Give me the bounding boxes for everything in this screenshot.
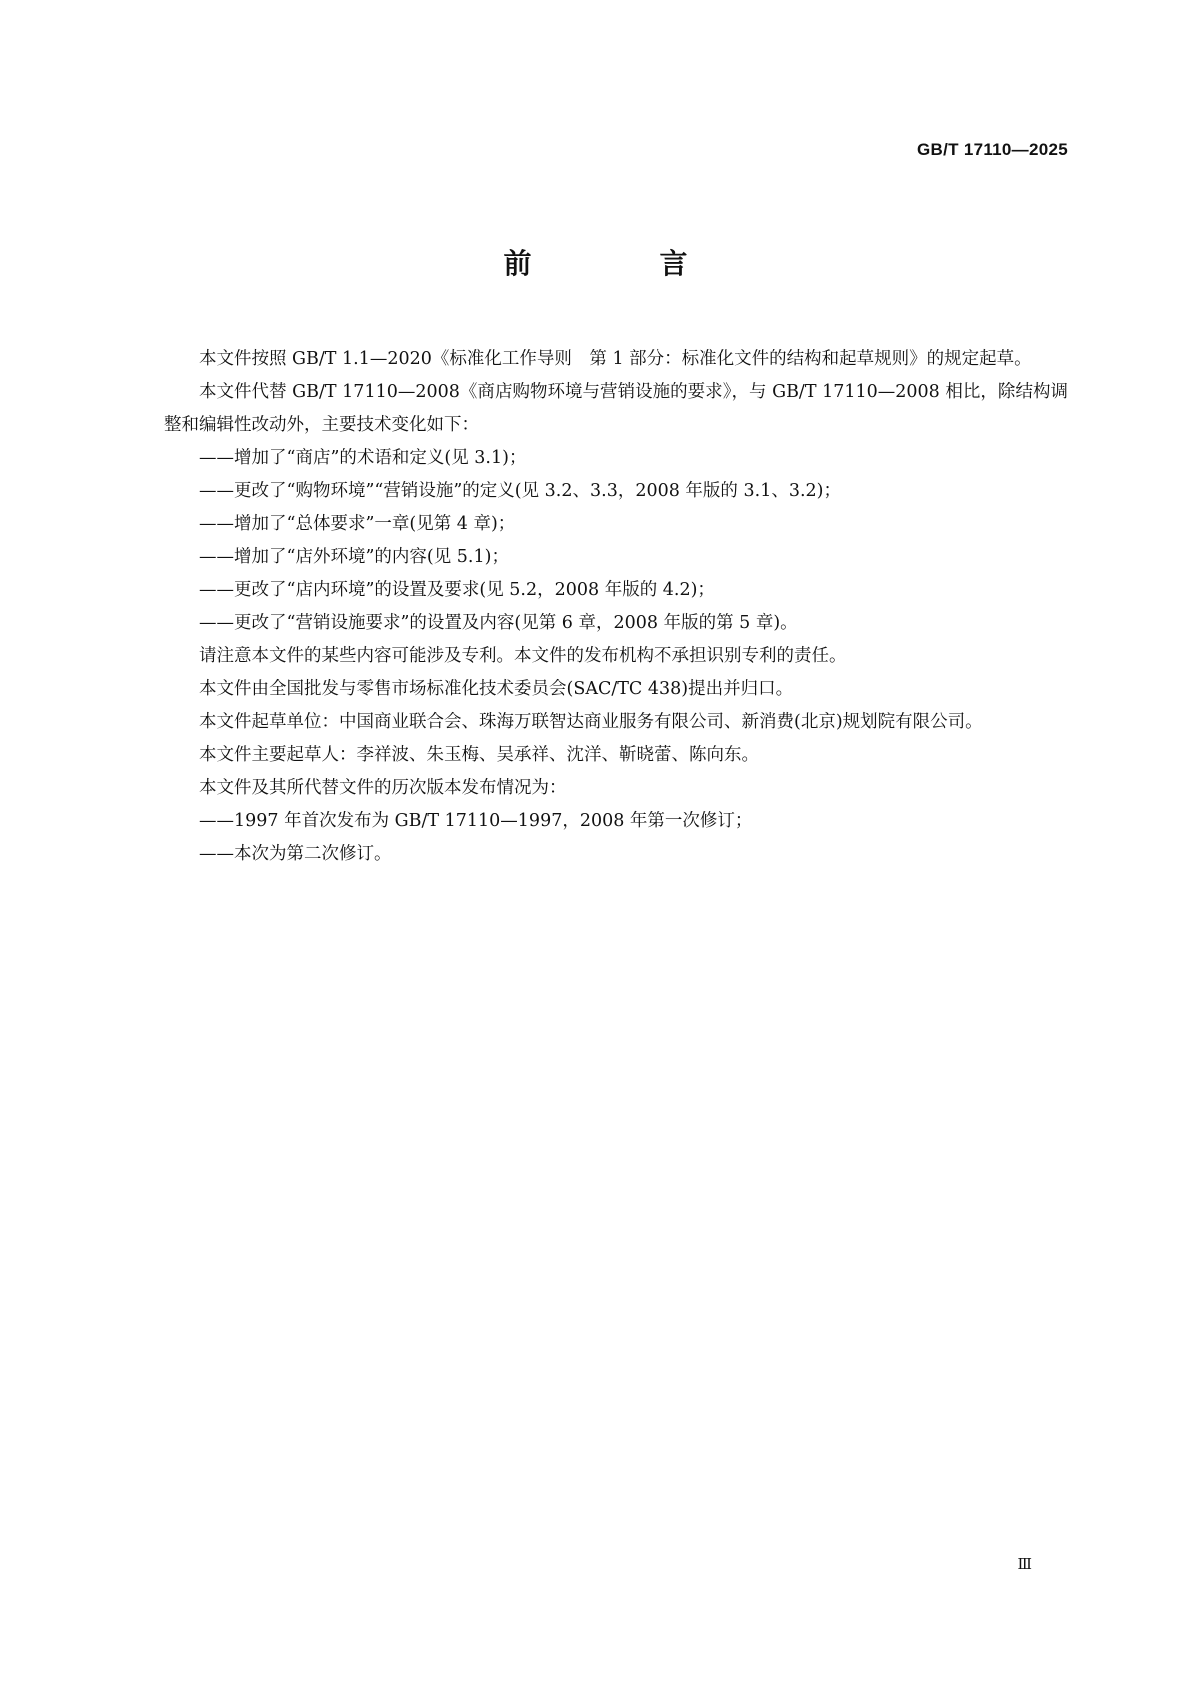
foreword-body (164, 343, 1068, 871)
list-item: ——更改了“购物环境”“营销设施”的定义(见 3.2、3.3，2008 年版的 3.1、3.2)； (199, 481, 841, 501)
list-item: ——增加了“店外环境”的内容(见 5.1)； (199, 547, 509, 567)
paragraph-drafters: 本文件主要起草人：李祥波、朱玉梅、吴承祥、沈洋、靳晓蕾、陈向东。 (199, 745, 759, 765)
paragraph-drafting-units: 本文件起草单位：中国商业联合会、珠海万联智达商业服务有限公司、新消费(北京)规划院有限公司。 (199, 712, 983, 732)
list-item: ——增加了“商店”的术语和定义(见 3.1)； (199, 448, 527, 468)
paragraph-replacement: 本文件代替 GB/T 17110—2008《商店购物环境与营销设施的要求》，与 GB/T 17110—2008 相比，除结构调整和编辑性改动外，主要技术变化如下： (164, 382, 1068, 435)
list-item: ——增加了“总体要求”一章(见第 4 章)； (199, 514, 516, 534)
paragraph-drafting-rules: 本文件按照 GB/T 1.1—2020《标准化工作导则 第 1 部分：标准化文件的结构和起草规则》的规定起草。 (199, 349, 1032, 369)
paragraph-proposer: 本文件由全国批发与零售市场标准化技术委员会(SAC/TC 438)提出并归口。 (199, 679, 794, 699)
list-item: ——更改了“店内环境”的设置及要求(见 5.2，2008 年版的 4.2)； (199, 580, 715, 600)
list-item: ——更改了“营销设施要求”的设置及内容(见第 6 章，2008 年版的第 5 章)。 (199, 613, 798, 633)
list-item: ——本次为第二次修订。 (199, 844, 392, 864)
page-number: Ⅲ (1017, 1555, 1031, 1573)
paragraph-history: 本文件及其所代替文件的历次版本发布情况为： (199, 778, 567, 798)
standard-number: GB/T 17110—2025 (917, 140, 1068, 159)
list-item: ——1997 年首次发布为 GB/T 17110—1997，2008 年第一次修订； (199, 811, 753, 831)
paragraph-patent-notice: 请注意本文件的某些内容可能涉及专利。本文件的发布机构不承担识别专利的责任。 (199, 646, 847, 666)
page-title: 前 言 (503, 247, 738, 280)
